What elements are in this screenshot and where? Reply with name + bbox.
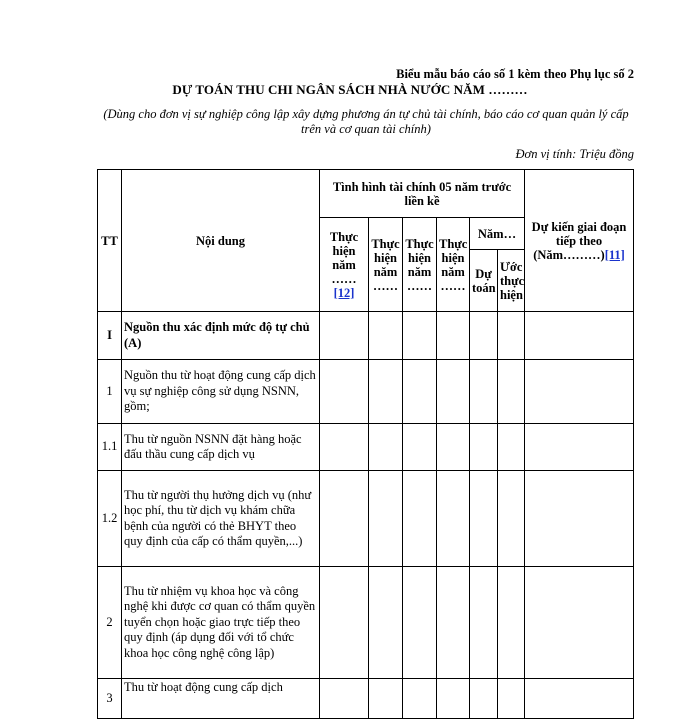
cell — [403, 679, 437, 719]
footnote-link-12[interactable]: [12] — [333, 285, 355, 300]
cell — [403, 567, 437, 679]
column-header-group: Tình hình tài chính 05 năm trước liền kề — [320, 170, 525, 218]
table-row — [98, 471, 634, 567]
table-row — [98, 312, 634, 360]
cell — [470, 424, 498, 471]
row-number: 1.1 — [98, 424, 122, 471]
row-number: 1 — [98, 360, 122, 424]
cell — [470, 471, 498, 567]
table-row — [98, 567, 634, 679]
form-reference-label: Biểu mẫu báo cáo số 1 kèm theo Phụ lục số 2 — [396, 67, 634, 81]
document-subtitle: (Dùng cho đơn vị sự nghiệp công lập xây dựng phương án tự chủ tài chính, báo cáo cơ quan quản lý cấp trên và cơ quan tài chính) — [103, 107, 629, 136]
column-header-estimate: Dự toán — [470, 250, 498, 312]
column-header-year-4: Thực hiện năm …… — [437, 218, 470, 312]
table-row — [98, 679, 634, 719]
year-1-label: Thực hiện năm …… — [329, 229, 359, 286]
row-number: 2 — [98, 567, 122, 679]
cell — [320, 424, 369, 471]
column-header-year-2: Thực hiện năm …… — [369, 218, 403, 312]
cell — [498, 424, 525, 471]
unit-label: Đơn vị tính: Triệu đồng — [515, 147, 634, 161]
row-content: Thu từ nhiệm vụ khoa học và công nghệ khi được cơ quan có thẩm quyền tuyển chọn hoặc giao trực tiếp theo quy định (áp dụng đối với tổ chức khoa học công nghệ công lập) — [122, 567, 320, 679]
cell — [437, 679, 470, 719]
row-number: 3 — [98, 679, 122, 719]
row-number: 1.2 — [98, 471, 122, 567]
cell — [403, 312, 437, 360]
cell — [525, 679, 634, 719]
cell — [403, 471, 437, 567]
cell — [470, 567, 498, 679]
column-header-expected: Ước thực hiện — [498, 250, 525, 312]
cell — [320, 471, 369, 567]
cell — [403, 424, 437, 471]
cell — [369, 567, 403, 679]
cell — [498, 312, 525, 360]
cell — [498, 360, 525, 424]
cell — [437, 471, 470, 567]
row-content: Nguồn thu xác định mức độ tự chủ (A) — [122, 312, 320, 360]
cell — [403, 360, 437, 424]
column-header-year-5: Năm… — [470, 218, 525, 250]
cell — [320, 567, 369, 679]
cell — [437, 424, 470, 471]
column-header-content: Nội dung — [122, 170, 320, 312]
cell — [437, 360, 470, 424]
cell — [369, 360, 403, 424]
row-content: Nguồn thu từ hoạt động cung cấp dịch vụ sự nghiệp công sử dụng NSNN, gồm; — [122, 360, 320, 424]
cell — [498, 471, 525, 567]
cell — [320, 679, 369, 719]
cell — [498, 567, 525, 679]
cell — [525, 312, 634, 360]
row-content: Thu từ hoạt động cung cấp dịch — [122, 679, 320, 719]
document-title: DỰ TOÁN THU CHI NGÂN SÁCH NHÀ NƯỚC NĂM ……… — [172, 82, 528, 97]
footnote-link-11[interactable]: [11] — [604, 247, 625, 262]
cell — [320, 360, 369, 424]
cell — [470, 679, 498, 719]
column-header-next-period — [525, 170, 634, 312]
cell — [369, 312, 403, 360]
cell — [369, 424, 403, 471]
row-number: I — [98, 312, 122, 360]
cell — [525, 424, 634, 471]
cell — [525, 471, 634, 567]
row-content: Thu từ nguồn NSNN đặt hàng hoặc đấu thầu cung cấp dịch vụ — [122, 424, 320, 471]
cell — [470, 312, 498, 360]
cell — [437, 312, 470, 360]
next-period-label: Dự kiến giai đoạn tiếp theo (Năm………) — [531, 219, 627, 262]
column-header-year-1 — [320, 218, 369, 312]
column-header-tt: TT — [98, 170, 122, 312]
table-row — [98, 424, 634, 471]
budget-table — [97, 169, 634, 719]
cell — [320, 312, 369, 360]
cell — [369, 679, 403, 719]
cell — [525, 360, 634, 424]
cell — [525, 567, 634, 679]
table-row — [98, 360, 634, 424]
cell — [437, 567, 470, 679]
cell — [369, 471, 403, 567]
cell — [470, 360, 498, 424]
row-content: Thu từ người thụ hưởng dịch vụ (như học phí, thu từ dịch vụ khám chữa bệnh của người có thẻ BHYT theo quy định của cấp có thẩm quyền,...) — [122, 471, 320, 567]
column-header-year-3: Thực hiện năm …… — [403, 218, 437, 312]
cell — [498, 679, 525, 719]
